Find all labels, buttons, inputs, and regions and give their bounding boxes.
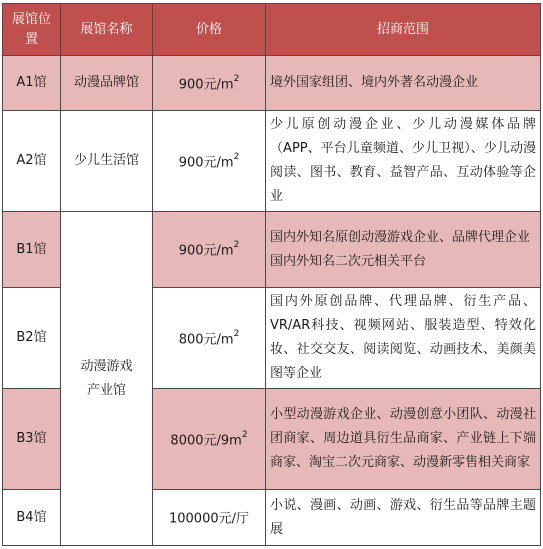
scope-line: 少儿原创动漫企业、少儿动漫媒体品牌（APP、平台儿童频道、少儿卫视）、少儿动漫阅读、图书、教育、益智产品、互动体验等企业 [270, 117, 536, 204]
price-value: 800元/m [178, 332, 234, 348]
scope-line: 国内外知名二次元相关平台 [270, 253, 427, 269]
cell-price [153, 56, 266, 111]
cell-position: B3馆 [3, 389, 61, 490]
cell-position: B1馆 [3, 212, 61, 288]
price-unit-sup: 2 [233, 151, 240, 162]
cell-position: A2馆 [3, 111, 61, 212]
price-value: 900元/m [178, 243, 234, 259]
cell-scope [266, 56, 541, 111]
price-unit-sup: 2 [233, 240, 240, 251]
header-position: 展馆位置 [3, 4, 61, 56]
cell-hall-name-merged: 动漫游戏产业馆 [61, 212, 153, 546]
header-scope: 招商范围 [266, 4, 541, 56]
price-unit-sup: 2 [233, 73, 240, 84]
exhibition-hall-table [2, 3, 541, 546]
cell-scope [266, 389, 541, 490]
scope-line: 境外国家组团、境内外著名动漫企业 [270, 75, 479, 90]
cell-price [153, 111, 266, 212]
table-header-row [3, 4, 541, 56]
table-row-a1 [3, 56, 541, 111]
price-value: 100000元/厅 [168, 511, 249, 527]
price-value: 900元/m [178, 155, 234, 171]
header-name: 展馆名称 [61, 4, 153, 56]
cell-price [153, 490, 266, 546]
price-unit-sup: 2 [241, 429, 248, 440]
cell-price [153, 212, 266, 288]
header-price: 价格 [153, 4, 266, 56]
scope-line: 小型动漫游戏企业、动漫创意小团队、动漫社团商家、周边道具衍生品商家、产业链上下端商家、淘宝二次元商家、动漫新零售相关商家 [270, 407, 536, 470]
price-unit-sup: 2 [233, 328, 240, 339]
cell-hall-name: 少儿生活馆 [61, 111, 153, 212]
table-row-b1 [3, 212, 541, 288]
scope-line: 小说、漫画、动画、游戏、衍生品等品牌主题展 [270, 497, 536, 537]
cell-scope [266, 288, 541, 389]
scope-line: 国内外知名原创动漫游戏企业、品牌代理企业 [270, 229, 531, 245]
cell-hall-name: 动漫品牌馆 [61, 56, 153, 111]
price-value: 900元/m [178, 77, 234, 93]
cell-position: A1馆 [3, 56, 61, 111]
cell-position: B2馆 [3, 288, 61, 389]
scope-line: 国内外原创品牌、代理品牌、衍生产品、VR/AR科技、视频网站、服装造型、特效化妆、社交交友、阅读阅览、动画技术、美颜美图等企业 [270, 294, 536, 381]
cell-scope [266, 212, 541, 288]
cell-position: B4馆 [3, 490, 61, 546]
table-row-a2 [3, 111, 541, 212]
price-value: 8000元/9m [170, 433, 242, 449]
cell-price [153, 389, 266, 490]
cell-price [153, 288, 266, 389]
cell-scope [266, 490, 541, 546]
cell-scope [266, 111, 541, 212]
